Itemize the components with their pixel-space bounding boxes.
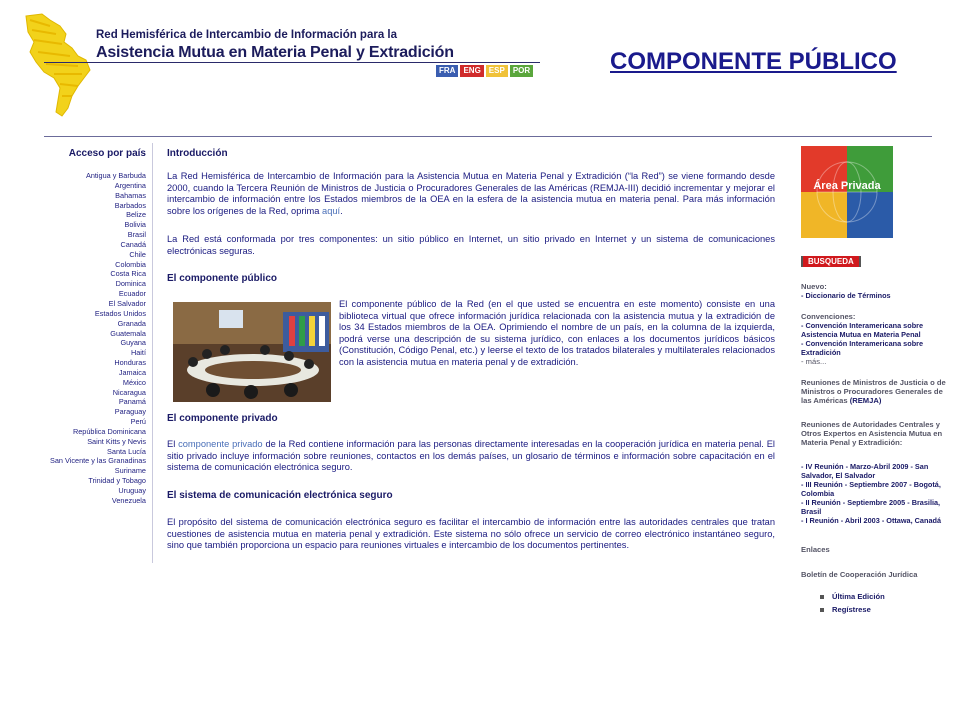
intro-heading: Introducción — [167, 148, 228, 159]
private-component-link[interactable]: componente privado — [178, 439, 263, 449]
country-link[interactable]: México — [122, 377, 146, 387]
country-link[interactable]: Nicaragua — [112, 387, 146, 397]
country-link[interactable]: Dominica — [115, 279, 146, 289]
country-link[interactable]: Uruguay — [118, 486, 146, 495]
country-link[interactable]: Bahamas — [115, 190, 146, 200]
country-link[interactable]: Haití — [130, 348, 146, 358]
country-link[interactable]: Guatemala — [110, 328, 146, 338]
country-nav-title: Acceso por país — [68, 148, 146, 159]
bullet-icon — [820, 608, 824, 612]
bullet-icon — [820, 595, 824, 599]
intro-paragraph-1: La Red Hemisférica de Intercambio de Información para la Asistencia Mutua en Materia Penal y Extradición (“la Red”) se viene formando desde 2000, cuando la Tercera Reunión de Ministros de Justicia o Procuradores Generales de las Américas (REMJA-III) decidió incrementar y mejorar el intercambio de información entre los Estados miembros de la OEA en la esfera de la asistencia mutua en materia penal. Para más información sobre los orígenes de la Red, oprima aquí. — [167, 171, 775, 216]
header-title-line2: Asistencia Mutua en Materia Penal y Extradición — [96, 44, 454, 61]
meeting-link-iv[interactable]: - IV Reunión - Marzo-Abril 2009 - San Salvador, El Salvador — [801, 462, 929, 480]
autoridades-label: Reuniones de Autoridades Centrales y Otros Expertos en Asistencia Mutua en Materia Penal y Extradición: — [801, 420, 943, 447]
country-link[interactable]: Honduras — [114, 358, 146, 368]
country-link[interactable]: Jamaica — [118, 367, 146, 377]
meeting-link-i[interactable]: - I Reunión - Abril 2003 - Ottawa, Canadá — [801, 516, 942, 525]
country-link[interactable]: Paraguay — [114, 407, 146, 417]
country-link[interactable]: Granada — [117, 318, 146, 328]
oas-map-logo[interactable] — [20, 12, 94, 120]
country-link[interactable]: Ecuador — [118, 289, 146, 299]
country-link[interactable]: Colombia — [115, 259, 146, 269]
country-link[interactable]: Santa Lucía — [107, 446, 146, 456]
private-heading: El componente privado — [167, 413, 278, 424]
country-link[interactable]: Panamá — [118, 397, 146, 407]
header-title-line1: Red Hemisférica de Intercambio de Información para la — [96, 29, 398, 41]
country-link[interactable]: República Dominicana — [72, 426, 146, 436]
public-paragraph: El componente público de la Red (en el que usted se encuentra en este momento) consiste en una biblioteca virtual que ofrece información jurídica relacionada con la asistencia mutua y la extradición de los 34 Estados miembros de la OEA. Oprimiendo el nombre de un país, en la columna de la izquierda, podrá verse una descripción de su sistema jurídico, con enlaces a los documentos jurídicos básicos (Constitución, Código Penal, etc.) y leerse el texto de los tratados bilaterales y multilaterales relacionados con la asistencia mutua en materia penal y de extradición. — [339, 299, 775, 367]
intro-paragraph-2: La Red está conformada por tres componentes: un sitio público en Internet, un sitio privado en Internet y un sistema de comunicaciones electrónicas seguras. — [167, 234, 775, 256]
country-link[interactable]: Belize — [126, 210, 146, 220]
slide-title: COMPONENTE PÚBLICO — [610, 48, 897, 75]
country-link[interactable]: Argentina — [114, 180, 146, 190]
country-link[interactable]: Trinidad y Tobago — [88, 476, 146, 486]
country-link[interactable]: Saint Kitts y Nevis — [87, 436, 146, 446]
country-link[interactable]: Costa Rica — [110, 269, 146, 279]
content-divider — [44, 136, 932, 137]
intro-text: La Red Hemisférica de Intercambio de Información para la Asistencia Mutua en Materia Penal y Extradición (“la Red”) se viene formando desde 2000, cuando la Tercera Reunión de Ministros de Justicia o Procuradores Generales de las Américas (REMJA-III) decidió incrementar y mejorar el intercambio de información entre los Estados miembros de la OEA en la esfera de la asistencia mutua en materia penal. Para más información sobre los orígenes de la Red, oprima — [167, 171, 775, 216]
enlaces-link[interactable]: Enlaces — [801, 545, 830, 554]
nuevo-label: Nuevo: — [801, 282, 827, 291]
meeting-link-ii[interactable]: - II Reunión - Septiembre 2005 - Brasilia, Brasil — [801, 498, 941, 516]
area-privada-label[interactable]: Área Privada — [813, 180, 881, 192]
meeting-link-iii[interactable]: - III Reunión - Septiembre 2007 - Bogotá, Colombia — [801, 480, 941, 498]
area-privada-button[interactable] — [801, 146, 893, 238]
country-link[interactable]: Suriname — [114, 466, 146, 476]
lang-fra-button[interactable]: FRA — [436, 65, 458, 77]
secure-heading: El sistema de comunicación electrónica seguro — [167, 490, 393, 501]
register-link[interactable]: Regístrese — [820, 605, 871, 614]
more-conventions-link[interactable]: - más... — [801, 357, 827, 366]
country-link[interactable]: San Vicente y las Granadinas — [50, 456, 146, 466]
lang-por-button[interactable]: POR — [510, 65, 533, 77]
convention-mutual-assistance-link[interactable]: - Convención Interamericana sobre Asistencia Mutua en Materia Penal — [801, 321, 924, 339]
country-link[interactable]: Guyana — [120, 338, 146, 348]
header-divider — [44, 62, 540, 63]
intro-more-link[interactable]: aquí — [322, 205, 341, 216]
meeting-photo — [173, 302, 331, 402]
remja-link[interactable]: Reuniones de Ministros de Justicia o de Ministros o Procuradores Generales de las Américas (REMJA) — [801, 378, 946, 405]
country-nav-list — [30, 171, 146, 506]
secure-paragraph: El propósito del sistema de comunicación electrónica seguro es facilitar el intercambio de información entre las autoridades centrales que tratan cuestiones de asistencia mutua en materia penal y extradición. Este sistema no sólo ofrece un servicio de correo electrónico instantáneo seguro, sino que también proporciona un espacio para reuniones virtuales e intercambio de los documentos pertinentes. — [167, 517, 775, 551]
country-link[interactable]: Venezuela — [111, 495, 146, 505]
search-button[interactable]: BUSQUEDA — [801, 256, 861, 267]
country-link[interactable]: Antigua y Barbuda — [85, 171, 146, 180]
country-link[interactable]: Bolivia — [124, 220, 146, 230]
nav-divider — [152, 143, 153, 563]
public-heading: El componente público — [167, 273, 278, 284]
country-link[interactable]: Perú — [130, 417, 146, 427]
country-link[interactable]: Estados Unidos — [94, 308, 146, 318]
country-link[interactable]: Chile — [129, 249, 146, 259]
country-link[interactable]: El Salvador — [108, 298, 146, 308]
private-paragraph: El componente privado de la Red contiene información para las personas directamente interesadas en la cooperación jurídica en materia penal. El sitio privado incluye información sobre reuniones, contactos en los demás países, un glosario de términos e información sobre capacitación en el sistema de comunicación electrónica seguro. — [167, 439, 775, 473]
lang-esp-button[interactable]: ESP — [486, 65, 508, 77]
convention-extradition-link[interactable]: - Convención Interamericana sobre Extradición — [801, 339, 924, 357]
country-link[interactable]: Barbados — [114, 200, 146, 210]
country-link[interactable]: Canadá — [120, 239, 146, 249]
dictionary-link[interactable]: - Diccionario de Términos — [801, 291, 891, 300]
latest-edition-link[interactable]: Última Edición — [820, 592, 885, 601]
lang-eng-button[interactable]: ENG — [460, 65, 483, 77]
convenciones-label: Convenciones: — [801, 312, 856, 321]
language-selector — [436, 65, 533, 77]
boletin-label: Boletín de Cooperación Jurídica — [801, 570, 918, 579]
country-link[interactable]: Brasil — [127, 230, 146, 240]
